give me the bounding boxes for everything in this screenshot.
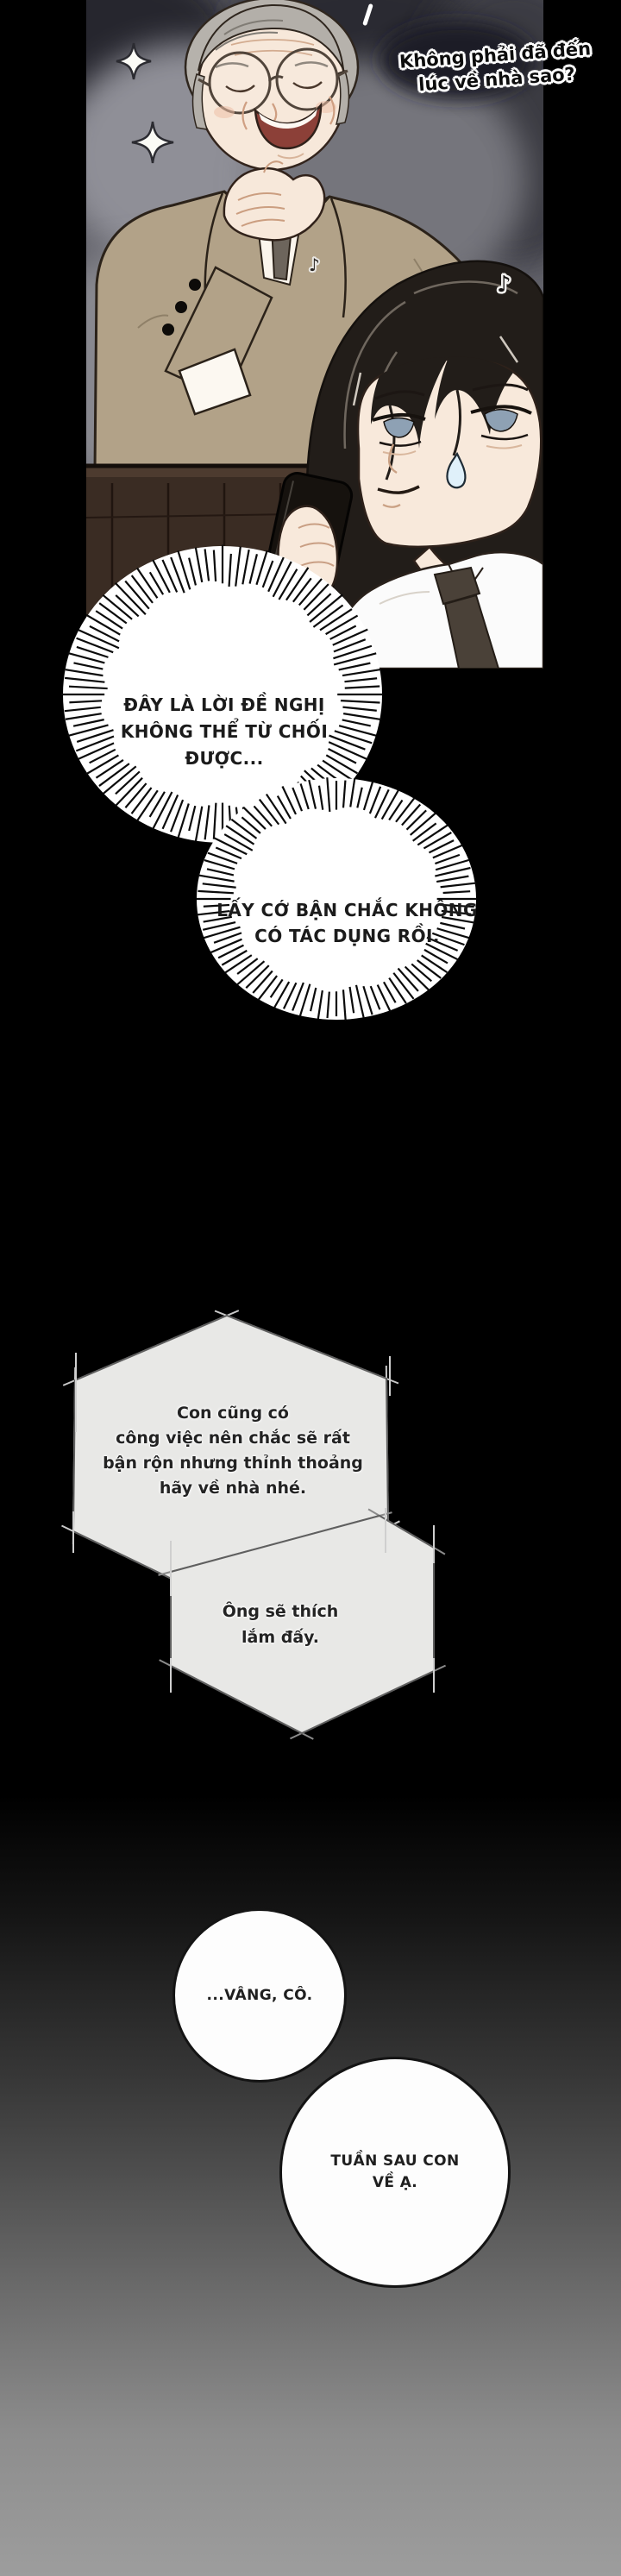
- thought-1-line-2: KHÔNG THỂ TỪ CHỐI ĐƯỢC...: [120, 721, 329, 769]
- hex-text-2: [177, 1599, 384, 1650]
- hexagon-bubbles: [26, 1294, 474, 1777]
- round-2-line-2: VỀ Ạ.: [372, 2174, 418, 2191]
- thought-2-line-1: LẤY CỚ BẬN CHẮC KHÔNG: [216, 900, 478, 920]
- dialogue-line-1: Không phải đã đến: [398, 38, 592, 72]
- hex-text-1: [82, 1401, 384, 1501]
- hex-1-line-2: công việc nên chắc sẽ rất: [116, 1429, 350, 1448]
- music-note-icon: ♪: [497, 272, 511, 298]
- dialogue-line-2: lúc về nhà sao?: [417, 63, 576, 96]
- thought-text-1: [82, 692, 367, 772]
- thought-1-line-1: ĐÂY LÀ LỜI ĐỀ NGHỊ: [123, 694, 325, 715]
- hex-2-line-2: lắm đấy.: [241, 1628, 320, 1647]
- hex-1-line-1: Con cũng có: [177, 1404, 289, 1423]
- round-bubble-2: [279, 2057, 511, 2288]
- round-1-line-1: ...VÂNG, CÔ.: [206, 1986, 313, 2004]
- hex-2-line-1: Ông sẽ thích: [222, 1602, 339, 1621]
- round-2-line-1: TUẦN SAU CON: [330, 2152, 460, 2170]
- round-bubble-1: [172, 1908, 347, 2083]
- hex-1-line-4: hãy về nhà nhé.: [159, 1479, 307, 1498]
- thought-bubbles: [17, 500, 518, 1044]
- thought-text-2: [198, 897, 496, 949]
- hex-1-line-3: bận rộn nhưng thỉnh thoảng: [103, 1454, 363, 1473]
- music-note-icon: ♪: [309, 254, 320, 275]
- thought-2-line-2: CÓ TÁC DỤNG RỒI.: [254, 926, 440, 946]
